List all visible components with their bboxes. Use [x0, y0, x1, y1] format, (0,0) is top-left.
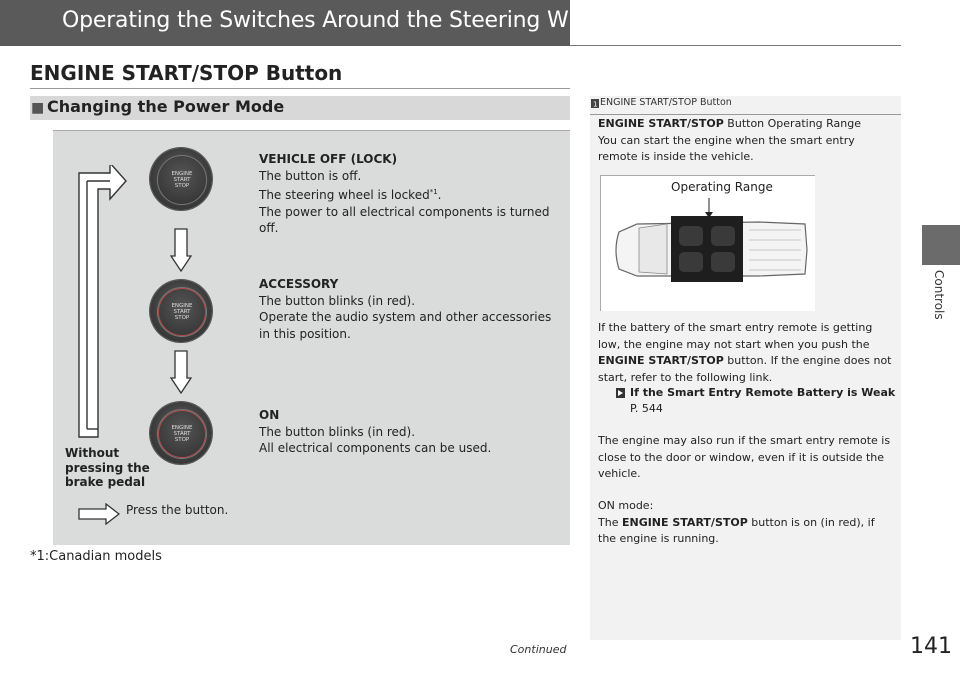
cross-reference-link[interactable]: If the Smart Entry Remote Battery is Weak [630, 386, 896, 399]
state-line: The button is off. [259, 168, 362, 183]
operating-range-figure [600, 175, 815, 311]
note-marker-icon [591, 99, 599, 108]
state-line: The power to all electrical components is turned off. [259, 204, 550, 235]
state-line: The button blinks (in red). [259, 424, 416, 439]
chapter-tab[interactable] [922, 225, 960, 265]
operating-range-label: Operating Range [671, 180, 773, 194]
header-rule [570, 45, 901, 46]
state-accessory [259, 276, 559, 342]
note-title: ENGINE START/STOP Button [600, 97, 732, 108]
chapter-label-text: Controls [932, 270, 946, 320]
svg-text:1: 1 [593, 100, 598, 108]
loop-arrow-icon [60, 165, 130, 455]
state-title: VEHICLE OFF (LOCK) [259, 152, 398, 166]
state-line: The button blinks (in red). [259, 293, 416, 308]
engine-start-stop-button-icon: ENGINE START STOP [150, 402, 212, 464]
link-arrow-icon [616, 388, 625, 398]
note-paragraph: The engine may also run if the smart entry remote is close to the door or window, even if it is outside the vehicle. [598, 434, 891, 480]
down-arrow-icon [170, 350, 192, 394]
chapter-label [922, 270, 960, 350]
page-number: 141 [910, 634, 952, 659]
state-title: ACCESSORY [259, 277, 339, 291]
square-bullet-icon: ■ [31, 100, 45, 116]
engine-start-stop-button-icon: ENGINE START STOP [150, 280, 212, 342]
press-button-label: Press the button. [126, 503, 229, 517]
continued-label: Continued [510, 643, 567, 656]
state-vehicle-off [259, 151, 559, 237]
page-header-title: Operating the Switches Around the Steering Wheel [62, 8, 615, 33]
footnote: *1:Canadian models [30, 549, 162, 564]
without-brake-label: Without pressing the brake pedal [65, 446, 150, 489]
truck-top-view-icon [609, 194, 809, 304]
right-arrow-icon [78, 503, 120, 525]
engine-start-stop-button-icon: ENGINE START STOP [150, 148, 212, 210]
section-rule [30, 88, 570, 89]
down-arrow-icon [170, 228, 192, 272]
note-paragraph: If the battery of the smart entry remote is getting low, the engine may not start when you push the ENGINE START/STOP button. If the engine does not start, refer to the following link. [598, 321, 892, 384]
section-title: ENGINE START/STOP Button [30, 61, 343, 85]
subsection-title: Changing the Power Mode [47, 97, 285, 116]
state-line: All electrical components can be used. [259, 441, 492, 455]
cross-reference-page: P. 544 [630, 402, 663, 415]
state-on [259, 407, 559, 457]
state-title: ON [259, 408, 280, 422]
note-paragraph: ENGINE START/STOP Button Operating Range You can start the engine when the smart entry remote is inside the vehicle. [598, 117, 862, 163]
state-line: Operate the audio system and other accessories in this position. [259, 310, 552, 341]
note-paragraph: ON mode: The ENGINE START/STOP button is on (in red), if the engine is running. [598, 499, 875, 545]
state-line: The steering wheel is locked$^{*1}$. [259, 188, 442, 202]
